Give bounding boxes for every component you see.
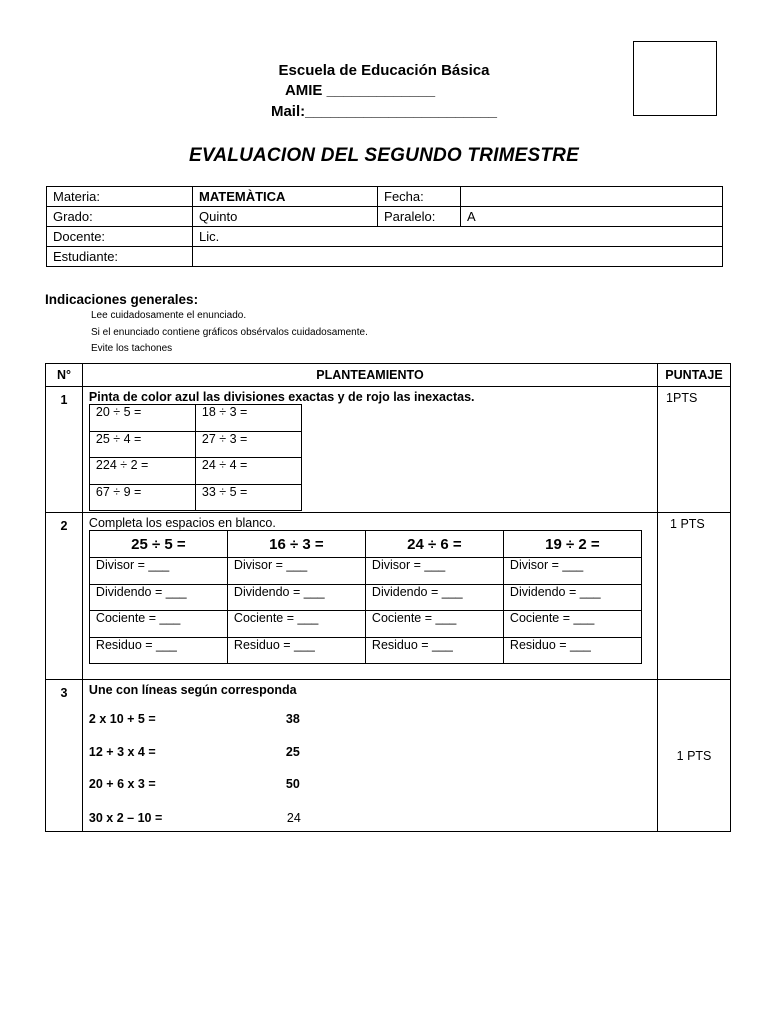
- page-title: EVALUACION DEL SEGUNDO TRIMESTRE: [189, 145, 579, 166]
- q1-division-grid: [89, 404, 302, 511]
- q2-division: 19 ÷ 2 =: [503, 531, 641, 558]
- q1-item[interactable]: 24 ÷ 4 =: [195, 458, 301, 485]
- q2-points: 1 PTS: [658, 513, 731, 680]
- q3-expression[interactable]: 20 + 6 x 3 =: [88, 777, 156, 791]
- q2-remainder-field[interactable]: Residuo = ___: [503, 637, 641, 664]
- header-number: N°: [46, 364, 83, 387]
- evaluation-table: [45, 363, 731, 832]
- paralelo-value: A: [461, 207, 723, 227]
- indication-item: Si el enunciado contiene gráficos obsérvalos cuidadosamente.: [91, 327, 368, 338]
- q1-cell: [82, 387, 657, 513]
- q1-points: 1PTS: [658, 387, 731, 513]
- amie-line: AMIE _____________: [284, 82, 436, 99]
- q2-division-grid: [89, 530, 642, 664]
- q2-quotient-field[interactable]: Cociente = ___: [365, 611, 503, 638]
- q3-expression[interactable]: 2 x 10 + 5 =: [88, 712, 156, 726]
- header-points: PUNTAJE: [658, 364, 731, 387]
- estudiante-value[interactable]: [193, 247, 723, 267]
- q2-division: 25 ÷ 5 =: [89, 531, 227, 558]
- q1-number: 1: [46, 387, 83, 513]
- q3-expression[interactable]: 30 x 2 – 10 =: [88, 811, 163, 825]
- q3-points: 1 PTS: [658, 680, 731, 832]
- grado-label: Grado:: [47, 207, 193, 227]
- q3-expression[interactable]: 12 + 3 x 4 =: [88, 745, 156, 759]
- indication-item: Lee cuidadosamente el enunciado.: [91, 310, 247, 321]
- estudiante-label: Estudiante:: [47, 247, 193, 267]
- indication-item: Evite los tachones: [91, 343, 173, 354]
- q3-matching: [88, 697, 657, 825]
- q2-dividend-field[interactable]: Dividendo = ___: [365, 584, 503, 611]
- q2-quotient-field[interactable]: Cociente = ___: [89, 611, 227, 638]
- q3-answer[interactable]: 50: [285, 777, 300, 791]
- q2-division: 24 ÷ 6 =: [365, 531, 503, 558]
- q2-divisor-field[interactable]: Divisor = ___: [365, 558, 503, 585]
- q2-divisor-field[interactable]: Divisor = ___: [89, 558, 227, 585]
- q1-statement: Pinta de color azul las divisiones exactas y de rojo las inexactas.: [88, 390, 475, 404]
- docente-value: Lic.: [193, 227, 723, 247]
- info-table: [46, 186, 723, 267]
- q2-dividend-field[interactable]: Dividendo = ___: [89, 584, 227, 611]
- q2-dividend-field[interactable]: Dividendo = ___: [227, 584, 365, 611]
- q2-cell: [82, 513, 657, 680]
- q3-cell: [82, 680, 657, 832]
- q1-item[interactable]: 25 ÷ 4 =: [89, 431, 195, 458]
- fecha-label: Fecha:: [378, 187, 461, 207]
- q2-division: 16 ÷ 3 =: [227, 531, 365, 558]
- q2-quotient-field[interactable]: Cociente = ___: [227, 611, 365, 638]
- q3-statement: Une con líneas según corresponda: [88, 683, 297, 697]
- photo-box: [633, 41, 717, 116]
- q3-answer[interactable]: 25: [285, 745, 300, 759]
- q1-item[interactable]: 67 ÷ 9 =: [89, 484, 195, 511]
- grado-value: Quinto: [193, 207, 378, 227]
- header-statement: PLANTEAMIENTO: [82, 364, 657, 387]
- materia-value: MATEMÀTICA: [193, 187, 378, 207]
- q1-item[interactable]: 27 ÷ 3 =: [195, 431, 301, 458]
- q1-item[interactable]: 18 ÷ 3 =: [195, 405, 301, 432]
- q1-item[interactable]: 33 ÷ 5 =: [195, 484, 301, 511]
- q2-divisor-field[interactable]: Divisor = ___: [227, 558, 365, 585]
- q2-remainder-field[interactable]: Residuo = ___: [89, 637, 227, 664]
- q2-remainder-field[interactable]: Residuo = ___: [227, 637, 365, 664]
- docente-label: Docente:: [47, 227, 193, 247]
- paralelo-label: Paralelo:: [378, 207, 461, 227]
- indications-title: Indicaciones generales:: [45, 292, 199, 307]
- fecha-value[interactable]: [461, 187, 723, 207]
- q2-divisor-field[interactable]: Divisor = ___: [503, 558, 641, 585]
- q2-dividend-field[interactable]: Dividendo = ___: [503, 584, 641, 611]
- q2-number: 2: [46, 513, 83, 680]
- q1-item[interactable]: 224 ÷ 2 =: [89, 458, 195, 485]
- mail-line: Mail:_______________________: [270, 103, 498, 120]
- school-name: Escuela de Educación Básica: [278, 62, 490, 79]
- q2-quotient-field[interactable]: Cociente = ___: [503, 611, 641, 638]
- q3-answer[interactable]: 38: [285, 712, 300, 726]
- materia-label: Materia:: [47, 187, 193, 207]
- q2-statement: Completa los espacios en blanco.: [88, 516, 276, 530]
- q1-item[interactable]: 20 ÷ 5 =: [89, 405, 195, 432]
- q2-remainder-field[interactable]: Residuo = ___: [365, 637, 503, 664]
- q3-answer[interactable]: 24: [286, 811, 301, 825]
- q3-number: 3: [46, 680, 83, 832]
